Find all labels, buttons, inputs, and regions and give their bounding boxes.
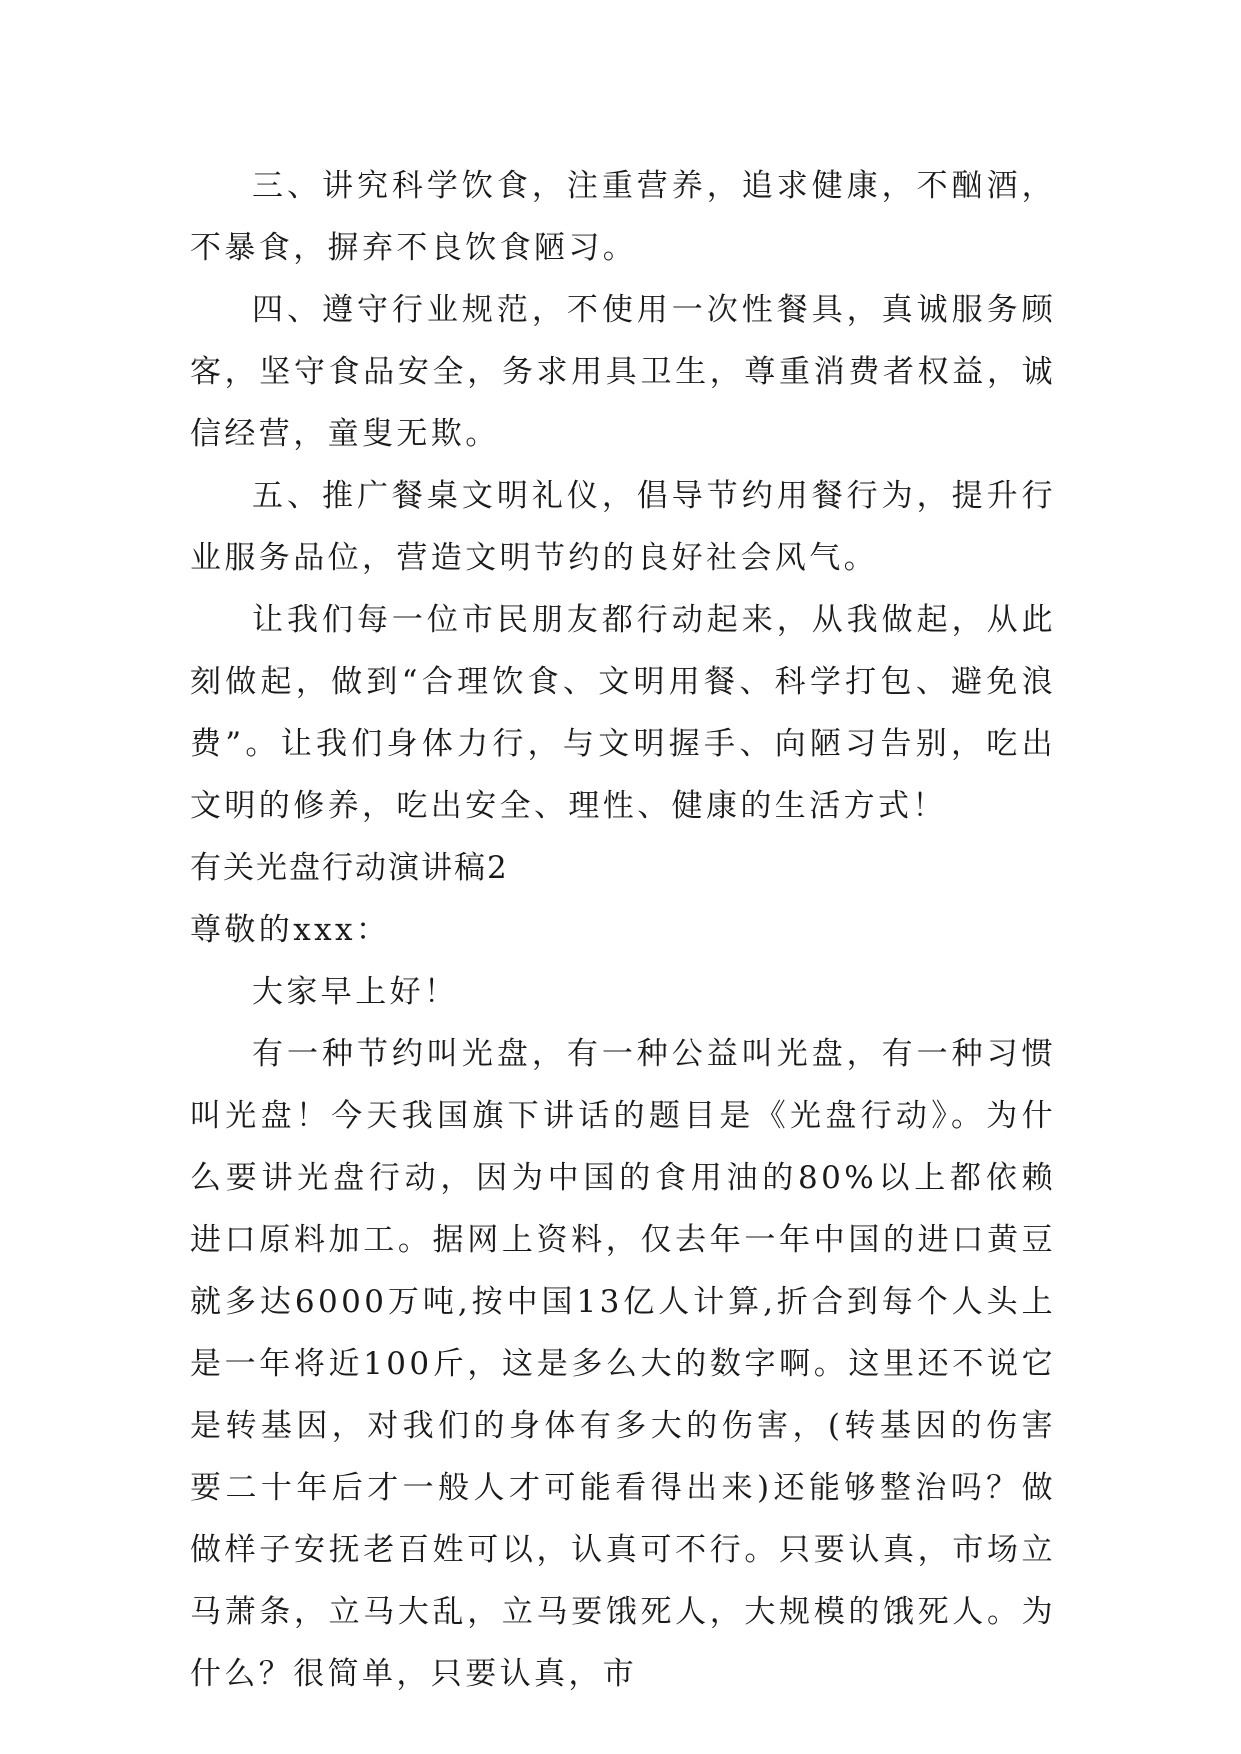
greeting: 大家早上好！	[252, 974, 459, 1010]
document-body	[190, 155, 1056, 1705]
speech-body-paragraph: 有一种节约叫光盘，有一种公益叫光盘，有一种习惯叫光盘！今天我国旗下讲话的题目是《光盘行动》。为什么要讲光盘行动，因为中国的食用油的80%以上都依赖进口原料加工。据网上资料，仅去年一年中国的进口黄豆就多达6000万吨,按中国13亿人计算,折合到每个人头上是一年将近100斤，这是多么大的数字啊。这里还不说它是转基因，对我们的身体有多大的伤害，(转基因的伤害要二十年后才一般人才可能看得出来)还能够整治吗？做做样子安抚老百姓可以，认真可不行。只要认真，市场立马萧条，立马大乱，立马要饿死人，大规模的饿死人。为什么？很简单，只要认真，市	[190, 1036, 1056, 1692]
section-title: 有关光盘行动演讲稿2	[190, 850, 509, 886]
salutation: 尊敬的xxx：	[190, 912, 391, 948]
paragraph-item-5: 五、推广餐桌文明礼仪，倡导节约用餐行为，提升行业服务品位，营造文明节约的良好社会风气。	[190, 478, 1056, 576]
paragraph-item-3: 三、讲究科学饮食，注重营养，追求健康，不酗酒，不暴食，摒弃不良饮食陋习。	[190, 168, 1056, 266]
paragraph-call-to-action: 让我们每一位市民朋友都行动起来，从我做起，从此刻做起，做到“合理饮食、文明用餐、科学打包、避免浪费”。让我们身体力行，与文明握手、向陋习告别，吃出文明的修养，吃出安全、理性、健康的生活方式！	[190, 602, 1056, 824]
paragraph-item-4: 四、遵守行业规范，不使用一次性餐具，真诚服务顾客，坚守食品安全，务求用具卫生，尊重消费者权益，诚信经营，童叟无欺。	[190, 292, 1056, 452]
